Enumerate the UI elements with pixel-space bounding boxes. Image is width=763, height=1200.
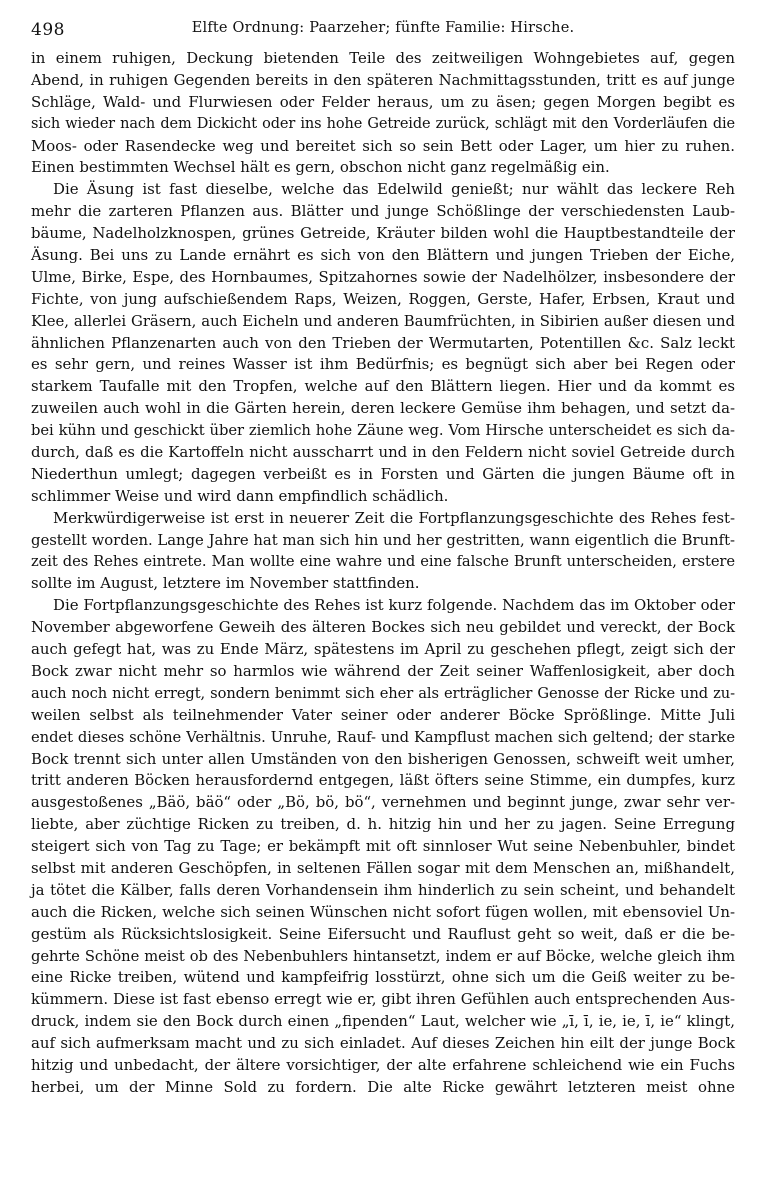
text-line: tritt anderen Böcken herausfordernd entgegen, läßt öfters seine Stimme, ein dumpfes, kurz	[31, 771, 735, 790]
text-line: bäume, Nadelholzknospen, grünes Getreide, Kräuter bilden wohl die Hauptbestandteile der	[31, 224, 735, 243]
text-line: auf sich aufmerksam macht und zu sich einladet. Auf dieses Zeichen hin eilt der junge Bock	[31, 1034, 735, 1053]
body-text	[31, 48, 735, 1099]
text-line: auch noch nicht erregt, sondern benimmt sich eher als erträglicher Genosse der Ricke und zu-	[31, 684, 735, 702]
text-line: druck, indem sie den Bock durch einen „fipenden“ Laut, welcher wie „ī, ī, ie, ie, ī, ie“ klingt,	[31, 1012, 735, 1031]
text-line: starkem Taufalle mit den Tropfen, welche auf den Blättern liegen. Hier und da kommt es	[31, 377, 735, 396]
text-line: eine Ricke treiben, wütend und kampfeifrig losstürzt, ohne sich um die Geiß weiter zu be-	[31, 968, 735, 987]
text-line: sich wieder nach dem Dickicht oder ins hohe Getreide zurück, schlägt mit den Vorderläufen die	[31, 115, 735, 132]
text-line: mehr die zarteren Pflanzen aus. Blätter und junge Schößlinge der verschiedensten Laub-	[31, 202, 735, 221]
text-line: ja tötet die Kälber, falls deren Vorhandensein ihm hinderlich zu sein scheint, und behandelt	[31, 880, 735, 899]
text-line: bei kühn und geschickt über ziemlich hohe Zäune weg. Vom Hirsche unterscheidet es sich da-	[31, 422, 735, 440]
text-line: gehrte Schöne meist ob des Nebenbuhlers hintansetzt, indem er auf Böcke, welche gleich ihm	[31, 947, 735, 965]
text-line: Moos- oder Rasendecke weg und bereitet sich so sein Bett oder Lager, um hier zu ruhen.	[31, 136, 735, 155]
page-number: 498	[31, 20, 65, 40]
text-line: auch die Ricken, welche sich seinen Wünschen nicht sofort fügen wollen, mit ebensoviel Un-	[31, 902, 735, 921]
text-line: November abgeworfene Geweih des älteren Bockes sich neu gebildet und vereckt, der Bock	[31, 618, 735, 637]
text-line: sollte im August, letztere im November stattfinden.	[31, 574, 420, 593]
text-line: Klee, allerlei Gräsern, auch Eicheln und anderen Baumfrüchten, in Sibirien außer diesen und	[31, 312, 735, 330]
text-line: Merkwürdigerweise ist erst in neuerer Zeit die Fortpflanzungsgeschichte des Rehes fest-	[53, 508, 735, 527]
text-line: selbst mit anderen Geschöpfen, in seltenen Fällen sogar mit dem Menschen an, mißhandelt,	[31, 858, 735, 877]
text-line: Einen bestimmten Wechsel hält es gern, obschon nicht ganz regelmäßig ein.	[31, 158, 610, 177]
text-line: auch gefegt hat, was zu Ende März, spätestens im April zu geschehen pflegt, zeigt sich der	[31, 640, 735, 659]
text-line: Bock trennt sich unter allen Umständen von den bisherigen Genossen, schweift weit umher,	[31, 749, 735, 768]
text-line: durch, daß es die Kartoffeln nicht ausscharrt und in den Feldern nicht soviel Getreide durch	[31, 443, 735, 462]
text-line: hitzig und unbedacht, der ältere vorsichtiger, der alte erfahrene schleichend wie ein Fuchs	[31, 1055, 735, 1074]
text-line: zeit des Rehes eintrete. Man wollte eine wahre und eine falsche Brunft unterscheiden, erstere	[31, 553, 735, 571]
paragraph	[31, 48, 735, 179]
paragraph	[31, 179, 735, 507]
text-line: Die Fortpflanzungsgeschichte des Rehes ist kurz folgende. Nachdem das im Oktober oder	[53, 596, 735, 615]
text-line: gestüm als Rücksichtslosigkeit. Seine Eifersucht und Rauflust geht so weit, daß er die be-	[31, 924, 735, 943]
text-line: ausgestoßenes „Bäö, bäö“ oder „Bö, bö, bö“, vernehmen und beginnt junge, zwar sehr ver-	[31, 793, 735, 812]
text-line: Abend, in ruhigen Gegenden bereits in den späteren Nachmittagsstunden, tritt es auf junge	[31, 70, 735, 89]
text-line: endet dieses schöne Verhältnis. Unruhe, Rauf- und Kampflust machen sich geltend; der starke	[31, 728, 735, 746]
text-line: herbei, um der Minne Sold zu fordern. Die alte Ricke gewährt letzteren meist ohne	[31, 1077, 735, 1096]
text-line: steigert sich von Tag zu Tage; er bekämpft mit oft sinnloser Wut seine Nebenbuhler, bindet	[31, 837, 735, 856]
text-line: Äsung. Bei uns zu Lande ernährt es sich von den Blättern und jungen Trieben der Eiche,	[31, 246, 735, 265]
paragraph	[31, 595, 735, 1098]
text-line: liebte, aber züchtige Ricken zu treiben, d. h. hitzig hin und her zu jagen. Seine Erregung	[31, 815, 735, 834]
paragraph	[31, 508, 735, 596]
text-line: in einem ruhigen, Deckung bietenden Teile des zeitweiligen Wohngebietes auf, gegen	[31, 49, 735, 67]
text-line: weilen selbst als teilnehmender Vater seiner oder anderer Böcke Sprößlinge. Mitte Juli	[31, 705, 735, 724]
text-line: schlimmer Weise und wird dann empfindlich schädlich.	[31, 486, 449, 505]
text-line: Schläge, Wald- und Flurwiesen oder Felder heraus, um zu äsen; gegen Morgen begibt es	[31, 92, 735, 111]
text-line: es sehr gern, und reines Wasser ist ihm Bedürfnis; es begnügt sich aber bei Regen oder	[31, 355, 735, 374]
running-head	[31, 12, 735, 48]
text-line: Fichte, von jung aufschießendem Raps, Weizen, Roggen, Gerste, Hafer, Erbsen, Kraut und	[31, 289, 735, 308]
text-line: Die Äsung ist fast dieselbe, welche das Edelwild genießt; nur wählt das leckere Reh	[53, 180, 735, 199]
text-line: kümmern. Diese ist fast ebenso erregt wie er, gibt ihren Gefühlen auch entsprechenden Aus-	[31, 990, 735, 1009]
text-line: gestellt worden. Lange Jahre hat man sich hin und her gestritten, wann eigentlich die Brunft-	[31, 531, 735, 549]
text-line: ähnlichen Pflanzenarten auch von den Trieben der Wermutarten, Potentillen &c. Salz leckt	[31, 333, 735, 352]
running-title: Elfte Ordnung: Paarzeher; fünfte Familie: Hirsche.	[191, 20, 575, 36]
text-line: Niederthun umlegt; dagegen verbeißt es in Forsten und Gärten die jungen Bäume oft in	[31, 464, 735, 483]
text-line: Ulme, Birke, Espe, des Hornbaumes, Spitzahornes sowie der Nadelhölzer, insbesondere der	[31, 267, 735, 286]
text-line: Bock zwar nicht mehr so harmlos wie während der Zeit seiner Waffenlosigkeit, aber doch	[31, 661, 735, 680]
text-line: zuweilen auch wohl in die Gärten herein, deren leckere Gemüse ihm behagen, und setzt da-	[31, 399, 735, 418]
